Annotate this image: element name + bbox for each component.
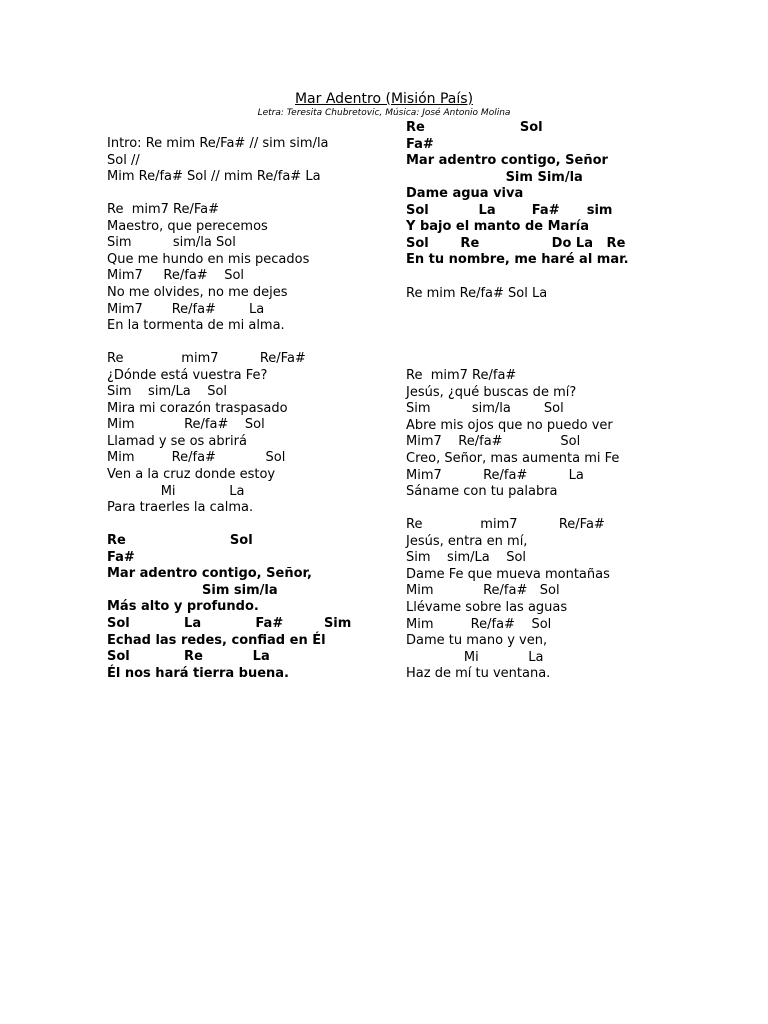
lyric-line: Mim Re/fa# Sol	[107, 417, 265, 433]
lyric-line: Mi La	[107, 483, 245, 499]
lyric-line: Y bajo el manto de María	[406, 219, 589, 235]
lyric-line: Llévame sobre las aguas	[406, 599, 568, 615]
lyric-line: Sim sim/la Sol	[107, 235, 236, 251]
lyric-line: Sim sim/la	[107, 582, 278, 598]
lyric-line: Sim Sim/la	[406, 169, 583, 185]
lyric-line: Re mim7 Re/Fa#	[107, 351, 306, 367]
lyric-line: Sol Re Do La Re	[406, 235, 626, 251]
lyric-line: Re mim Re/fa# Sol La	[406, 285, 548, 301]
lyric-line: Llamad y se os abrirá	[107, 433, 247, 449]
lyric-line: ¿Dónde está vuestra Fe?	[107, 367, 268, 383]
lyric-line: Abre mis ojos que no puedo ver	[406, 417, 613, 433]
lyric-line: Mim Re/fa# Sol	[107, 450, 286, 466]
lyric-line: Re Sol	[406, 120, 543, 135]
lyric-line: Haz de mí tu ventana.	[406, 666, 551, 682]
lyric-line: Mi La	[406, 649, 544, 665]
lyric-line: Mar adentro contigo, Señor,	[107, 566, 312, 582]
lyric-line: Sol Re La	[107, 649, 270, 665]
lyric-line: Intro: Re mim Re/Fa# // sim sim/la	[107, 136, 329, 151]
lyric-line: Mim Re/fa# Sol // mim Re/fa# La	[107, 169, 321, 185]
lyric-line: Re mim7 Re/Fa#	[107, 202, 220, 218]
lyric-line: Fa#	[107, 549, 135, 565]
lyric-line: Re Sol	[107, 533, 253, 549]
lyric-line: Sim sim/la Sol	[406, 401, 564, 417]
lyric-line: Maestro, que perecemos	[107, 218, 268, 234]
lyric-line: Sol La Fa# sim	[406, 202, 613, 218]
lyric-line: Jesús, entra en mí,	[406, 533, 528, 549]
lyric-line: Sim sim/La Sol	[107, 384, 228, 400]
lyric-line: Sáname con tu palabra	[406, 484, 558, 500]
lyric-line: Echad las redes, confiad en Él	[107, 632, 326, 648]
lyric-line: Mim7 Re/fa# La	[107, 301, 265, 317]
lyric-line: Re mim7 Re/fa#	[406, 368, 517, 384]
lyric-line: Sol La Fa# Sim	[107, 615, 352, 631]
lyric-line: Creo, Señor, mas aumenta mi Fe	[406, 451, 620, 466]
lyric-line: Dame tu mano y ven,	[406, 633, 548, 649]
lyric-line: Dame agua viva	[406, 186, 524, 202]
lyric-line: Re mim7 Re/Fa#	[406, 517, 605, 533]
song-credits: Letra: Teresita Chubretovic, Música: José Antonio Molina	[257, 108, 511, 118]
lyric-line: Él nos hará tierra buena.	[107, 665, 289, 681]
lyric-line: No me olvides, no me dejes	[107, 284, 288, 300]
lyric-line: En la tormenta de mi alma.	[107, 318, 285, 334]
lyric-line: Para traerles la calma.	[107, 500, 254, 516]
lyric-line: Mim Re/fa# Sol	[406, 583, 560, 599]
lyric-line: Mar adentro contigo, Señor	[406, 153, 608, 169]
song-title: Mar Adentro (Misión País)	[294, 91, 474, 107]
lyric-line: Fa#	[406, 136, 434, 152]
lyric-line: Mim7 Re/fa# Sol	[406, 434, 581, 450]
lyric-line: Sol //	[107, 152, 140, 168]
lyric-line: Que me hundo en mis pecados	[107, 251, 310, 267]
lyric-line: Ven a la cruz donde estoy	[107, 467, 276, 482]
lyric-line: Jesús, ¿qué buscas de mí?	[406, 384, 577, 400]
lyric-line: Sim sim/La Sol	[406, 550, 527, 566]
lyric-line: Dame Fe que mueva montañas	[406, 566, 610, 582]
lyric-line: Mim Re/fa# Sol	[406, 616, 552, 632]
lyric-line: Mim7 Re/fa# Sol	[107, 268, 245, 284]
lyric-line: Mim7 Re/fa# La	[406, 467, 584, 483]
lyric-line: Más alto y profundo.	[107, 599, 259, 615]
lyric-line: En tu nombre, me haré al mar.	[406, 252, 629, 268]
lyric-line: Mira mi corazón traspasado	[107, 400, 288, 416]
